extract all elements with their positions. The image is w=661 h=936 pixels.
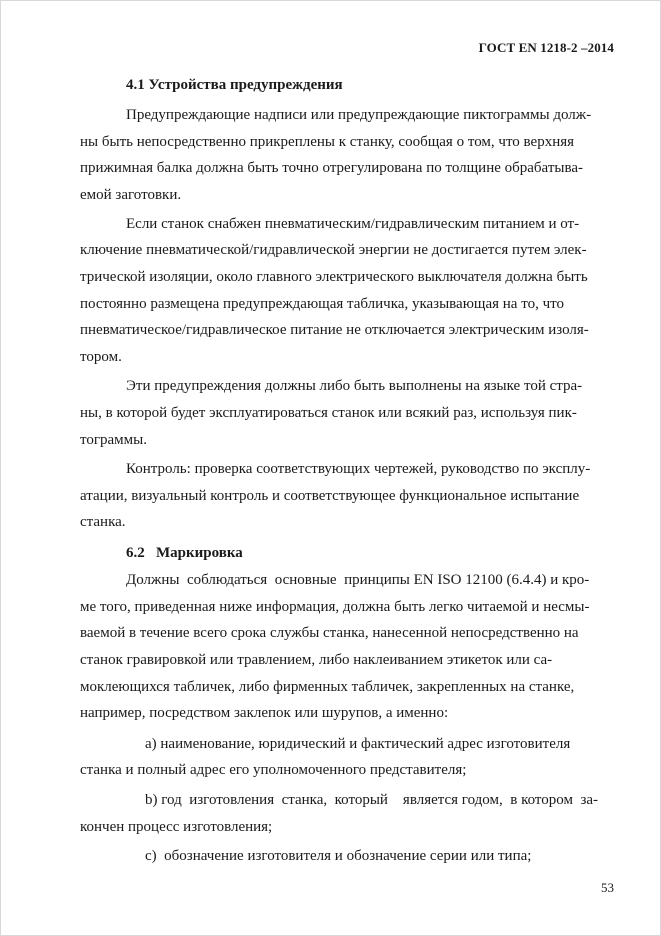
paragraph-line: например, посредством заклепок или шурупов, а именно: xyxy=(80,705,449,721)
list-item-a: а) наименование, юридический и фактический адрес изготовителя xyxy=(145,736,571,752)
section-heading-6-2: 6.2 Маркировка xyxy=(126,545,243,561)
paragraph-line: ключение пневматической/гидравлической энергии не достигается путем элек- xyxy=(80,242,587,258)
paragraph-line: Эти предупреждения должны либо быть выполнены на языке той стра- xyxy=(126,378,583,394)
paragraph-line: Должны соблюдаться основные принципы EN ISO 12100 (6.4.4) и кро- xyxy=(126,572,590,588)
paragraph-line: постоянно размещена предупреждающая табличка, указывающая на то, что xyxy=(80,296,564,312)
paragraph-line: ны быть непосредственно прикреплены к станку, сообщая о том, что верхняя xyxy=(80,134,575,150)
paragraph-line: емой заготовки. xyxy=(80,187,182,203)
page-number: 53 xyxy=(601,880,614,895)
paragraph-line: тором. xyxy=(80,349,122,365)
paragraph-line: трической изоляции, около главного электрического выключателя должна быть xyxy=(80,269,588,285)
paragraph-line: станка. xyxy=(80,514,126,530)
paragraph-line: ме того, приведенная ниже информация, должна быть легко читаемой и несмы- xyxy=(80,599,590,615)
list-item-b-continuation: кончен процесс изготовления; xyxy=(80,819,273,835)
paragraph-line: ваемой в течение всего срока службы станка, нанесенной непосредственно на xyxy=(80,625,579,641)
paragraph-line: атации, визуальный контроль и соответствующее функциональное испытание xyxy=(80,488,580,504)
document-header: ГОСТ EN 1218-2 –2014 xyxy=(478,40,614,55)
list-item-a-continuation: станка и полный адрес его уполномоченного представителя; xyxy=(80,762,467,778)
paragraph-line: моклеющихся табличек, либо фирменных табличек, закрепленных на станке, xyxy=(80,679,575,695)
paragraph-line: прижимная балка должна быть точно отрегулирована по толщине обрабатыва- xyxy=(80,160,583,176)
list-item-c: с) обозначение изготовителя и обозначение серии или типа; xyxy=(145,848,532,864)
paragraph-line: станок гравировкой или травлением, либо наклеиванием этикеток или са- xyxy=(80,652,553,668)
paragraph-line: ны, в которой будет эксплуатироваться станок или всякий раз, используя пик- xyxy=(80,405,577,421)
paragraph-line: Контроль: проверка соответствующих чертежей, руководство по эксплу- xyxy=(126,461,591,477)
paragraph-line: Предупреждающие надписи или предупреждающие пиктограммы долж- xyxy=(126,107,592,123)
section-heading-4-1: 4.1 Устройства предупреждения xyxy=(126,77,343,93)
paragraph-line: Если станок снабжен пневматическим/гидравлическим питанием и от- xyxy=(126,216,580,232)
paragraph-line: пневматическое/гидравлическое питание не отключается электрическим изоля- xyxy=(80,322,589,338)
list-item-b: b) год изготовления станка, который является годом, в котором за- xyxy=(145,792,599,808)
paragraph-line: тограммы. xyxy=(80,432,147,448)
